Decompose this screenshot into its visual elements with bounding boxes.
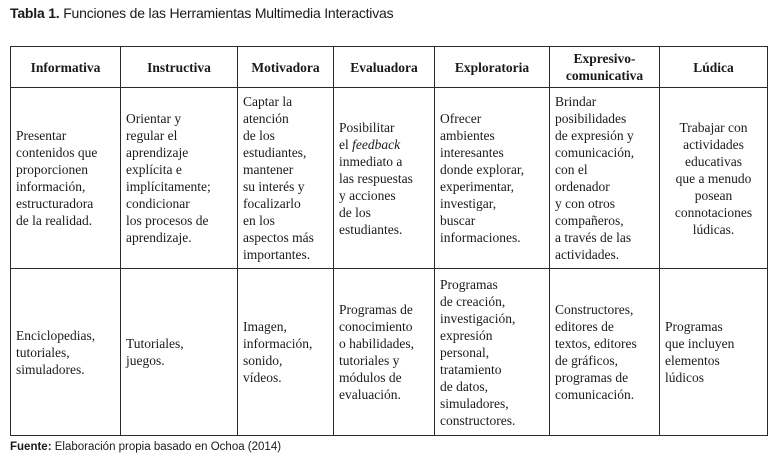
multimedia-functions-table bbox=[10, 46, 768, 436]
table-cell: Programas de conocimiento o habilidades, tutoriales y módulos de evaluación. bbox=[334, 269, 435, 436]
header-evaluadora: Evaluadora bbox=[334, 47, 435, 88]
table-cell: Tutoriales, juegos. bbox=[121, 269, 238, 436]
caption-title: Funciones de las Herramientas Multimedia Interactivas bbox=[59, 5, 394, 21]
table-cell: Ofrecer ambientes interesantes donde explorar, experimentar, investigar, buscar informaciones. bbox=[435, 88, 550, 269]
table-cell: Constructores, editores de textos, editores de gráficos, programas de comunicación. bbox=[550, 269, 660, 436]
table-cell: Trabajar con actividades educativas que a menudo posean connotaciones lúdicas. bbox=[660, 88, 768, 269]
table-row bbox=[11, 88, 768, 269]
header-exploratoria: Exploratoria bbox=[435, 47, 550, 88]
table-cell: Enciclopedias, tutoriales, simuladores. bbox=[11, 269, 121, 436]
table-source bbox=[10, 441, 281, 453]
source-label: Fuente: bbox=[10, 441, 52, 453]
table-cell: Captar la atención de los estudiantes, mantener su interés y focalizarlo en los aspectos más importantes. bbox=[238, 88, 334, 269]
table-row bbox=[11, 269, 768, 436]
cell-text-after: inmediato a las respuestas y acciones de los estudiantes. bbox=[339, 153, 413, 237]
cell-text-before: Posibilitar el bbox=[339, 119, 395, 152]
caption-label: Tabla 1. bbox=[10, 5, 60, 21]
header-instructiva: Instructiva bbox=[121, 47, 238, 88]
table-cell-feedback bbox=[334, 88, 435, 269]
table-cell: Programas de creación, investigación, expresión personal, tratamiento de datos, simuladores, constructores. bbox=[435, 269, 550, 436]
feedback-emphasis: feedback bbox=[352, 136, 401, 152]
table-cell: Presentar contenidos que proporcionen información, estructuradora de la realidad. bbox=[11, 88, 121, 269]
source-text: Elaboración propia basado en Ochoa (2014) bbox=[51, 441, 282, 453]
header-expresivo-comunicativa: Expresivo- comunicativa bbox=[550, 47, 660, 88]
header-informativa: Informativa bbox=[11, 47, 121, 88]
header-motivadora: Motivadora bbox=[238, 47, 334, 88]
table-caption bbox=[10, 5, 393, 21]
header-ludica: Lúdica bbox=[660, 47, 768, 88]
table-cell: Brindar posibilidades de expresión y comunicación, con el ordenador y con otros compañeros, a través de las actividades. bbox=[550, 88, 660, 269]
table-cell: Programas que incluyen elementos lúdicos bbox=[660, 269, 768, 436]
table-cell: Orientar y regular el aprendizaje explícita e implícitamente; condicionar los procesos de aprendizaje. bbox=[121, 88, 238, 269]
table-cell: Imagen, información, sonido, vídeos. bbox=[238, 269, 334, 436]
header-row bbox=[11, 47, 768, 88]
